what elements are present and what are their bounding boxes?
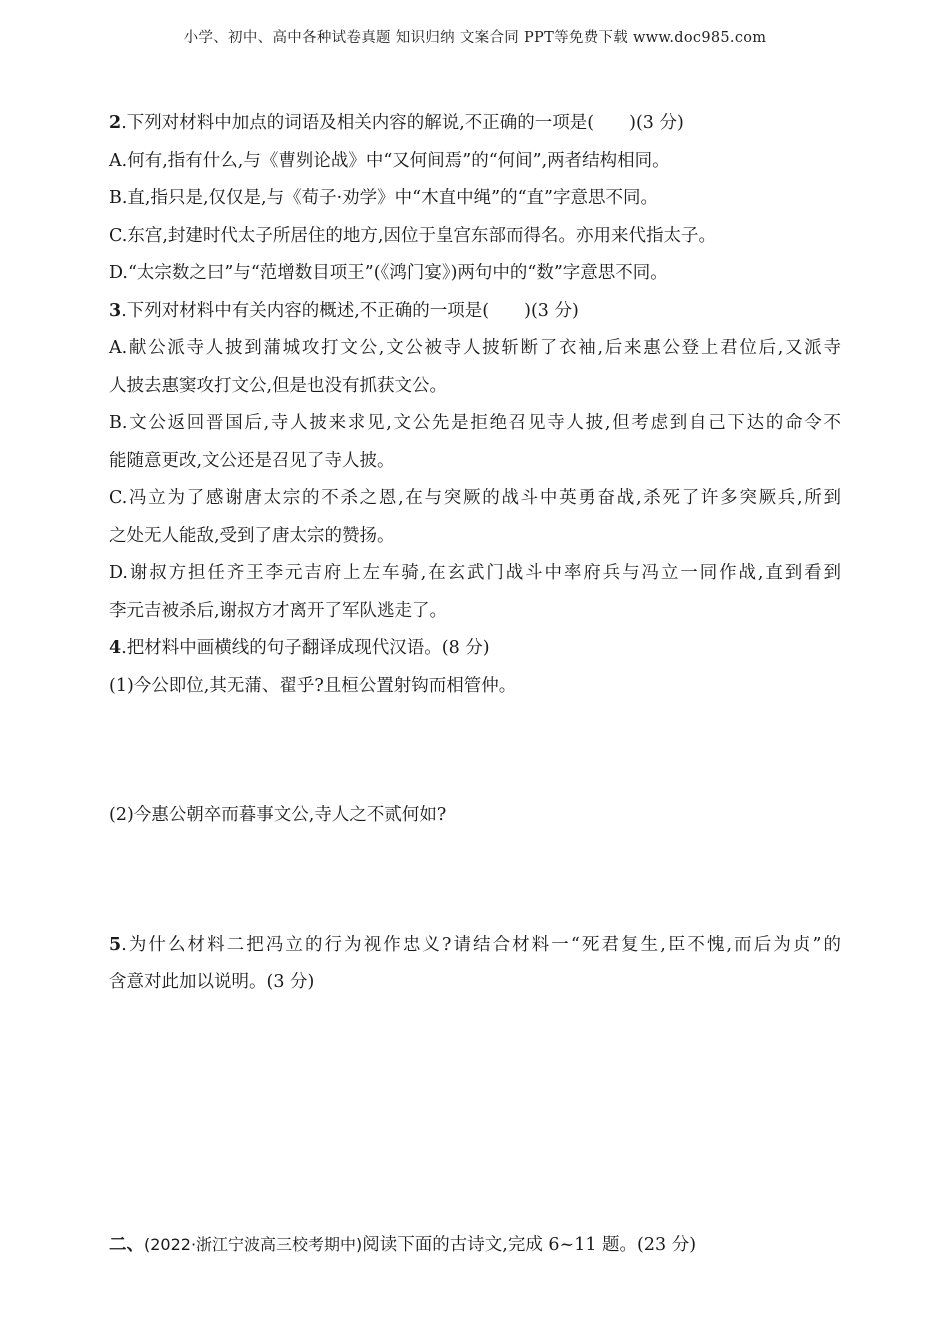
exam-content [109,105,841,1002]
question-3-option-d-line2: 李元吉被杀后,谢叔方才离开了军队逃走了。 [109,600,448,621]
question-2-option-a: A.何有,指有什么,与《曹刿论战》中“又何间焉”的“何间”,两者结构相同。 [109,150,670,171]
question-3-option-a-line2: 人披去惠窦攻打文公,但是也没有抓获文公。 [109,375,448,396]
question-number: 4 [109,638,122,658]
question-2-stem: 2.下列对材料中加点的词语及相关内容的解说,不正确的一项是( )(3 分) [109,113,684,133]
question-5-stem-line1: 5.为什么材料二把冯立的行为视作忠义?请结合材料一“死君复生,臣不愧,而后为贞”的 [109,934,841,955]
question-3-option-a-line1: A.献公派寺人披到蒲城攻打文公,文公被寺人披斩断了衣袖,后来惠公登上君位后,又派寺 [109,338,841,358]
question-4-sentence-2: (2)今惠公朝卒而暮事文公,寺人之不贰何如? [109,805,447,825]
question-3-option-b-line2: 能随意更改,文公还是召见了寺人披。 [109,450,395,471]
answer-space [109,705,841,797]
question-2-option-c: C.东宫,封建时代太子所居住的地方,因位于皇宫东部而得名。亦用来代指太子。 [109,225,716,246]
question-3-option-c-line2: 之处无人能敌,受到了唐太宗的赞扬。 [109,525,395,546]
question-4-sentence-1: (1)今公即位,其无蒲、翟乎?且桓公置射钩而相管仲。 [109,675,517,696]
section-2-title: 二、(2022·浙江宁波高三校考期中)阅读下面的古诗文,完成 6~11 题。(23 分) [109,1235,697,1255]
question-number: 5 [109,934,122,955]
answer-space [109,835,841,927]
question-number: 2 [109,113,122,133]
question-3-option-d-line1: D.谢叔方担任齐王李元吉府上左车骑,在玄武门战斗中率府兵与冯立一同作战,直到看到 [109,563,841,583]
question-3-option-b-line1: B.文公返回晋国后,寺人披来求见,文公先是拒绝召见寺人披,但考虑到自己下达的命令不 [109,413,841,433]
question-5-stem-line2: 含意对此加以说明。(3 分) [109,972,315,992]
question-number: 3 [109,300,122,321]
question-2-option-d: D.“太宗数之曰”与“范增数目项王”(《鸿门宴》)两句中的“数”字意思不同。 [109,263,668,283]
question-3-option-c-line1: C.冯立为了感谢唐太宗的不杀之恩,在与突厥的战斗中英勇奋战,杀死了许多突厥兵,所到 [109,488,841,508]
question-3-stem: 3.下列对材料中有关内容的概述,不正确的一项是( )(3 分) [109,300,579,321]
section-source: (2022·浙江宁波高三校考期中) [144,1235,363,1254]
page-header: 小学、初中、高中各种试卷真题 知识归纳 文案合同 PPT等免费下载 www.doc985.com [183,30,767,46]
question-2-option-b: B.直,指只是,仅仅是,与《荀子·劝学》中“木直中绳”的“直”字意思不同。 [109,188,658,208]
question-4-stem: 4.把材料中画横线的句子翻译成现代汉语。(8 分) [109,638,490,658]
